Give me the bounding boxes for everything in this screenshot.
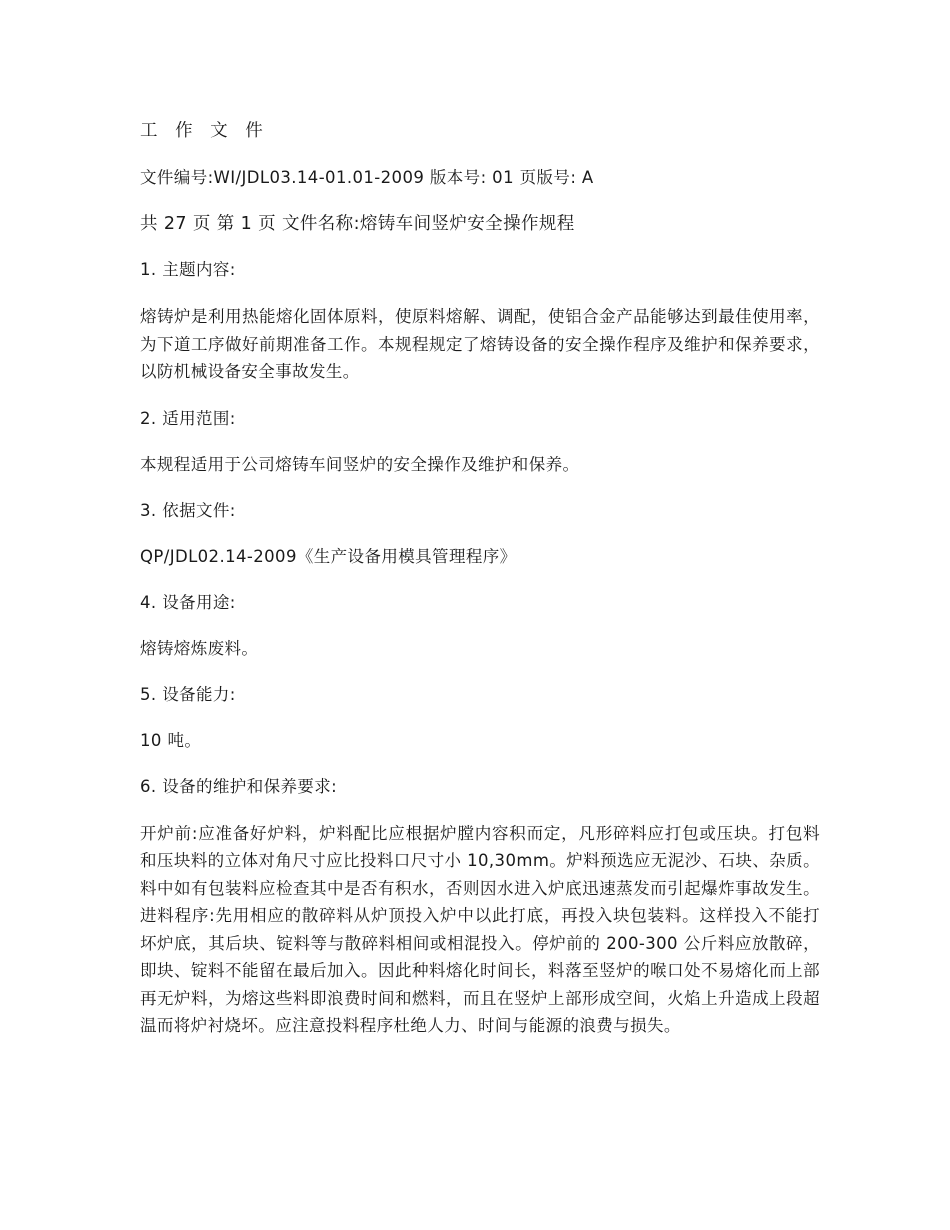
document-meta-line-2: 共 27 页 第 1 页 文件名称:熔铸车间竖炉安全操作规程	[140, 214, 575, 234]
section-6-body: 开炉前:应准备好炉料，炉料配比应根据炉膛内容积而定，凡形碎料应打包或压块。打包料和压块料的立体对角尺寸应比投料口尺寸小 10,30mm。炉料预选应无泥沙、石块、杂质。料中如有包装料应检查其中是否有积水，否则因水进入炉底迅速蒸发而引起爆炸事故发生。 进料程序:先用相应的散碎料从炉顶投入炉中以此打底，再投入块包装料。这样投入不能打坏炉底，其后块、锭料等与散碎料相间或相混投入。停炉前的 200-300 公斤料应放散碎，即块、锭料不能留在最后加入。因此种料熔化时间长，料落至竖炉的喉口处不易熔化而上部再无炉料，为熔这些料即浪费时间和燃料，而且在竖炉上部形成空间，火焰上升造成上段超温而将炉衬烧坏。应注意投料程序杜绝人力、时间与能源的浪费与损失。	[140, 823, 820, 1035]
document-page	[140, 118, 820, 1060]
section-4-heading: 4. 设备用途:	[140, 592, 236, 612]
section-4-body: 熔铸熔炼废料。	[140, 638, 259, 658]
section-2-body: 本规程适用于公司熔铸车间竖炉的安全操作及维护和保养。	[140, 454, 580, 474]
section-5-heading: 5. 设备能力:	[140, 684, 236, 704]
section-6-heading: 6. 设备的维护和保养要求:	[140, 776, 338, 796]
section-2-heading: 2. 适用范围:	[140, 408, 236, 428]
section-3-body: QP/JDL02.14-2009《生产设备用模具管理程序》	[140, 546, 517, 566]
section-5-body: 10 吨。	[140, 730, 202, 750]
section-1-heading: 1. 主题内容:	[140, 260, 236, 279]
document-meta-line-1: 文件编号:WI/JDL03.14-01.01-2009 版本号: 01 页版号: A	[140, 168, 594, 187]
section-1-body: 熔铸炉是利用热能熔化固体原料，使原料熔解、调配，使铝合金产品能够达到最佳使用率，为下道工序做好前期准备工作。本规程规定了熔铸设备的安全操作程序及维护和保养要求，以防机械设备安全事故发生。	[140, 307, 820, 381]
section-3-heading: 3. 依据文件:	[140, 500, 236, 520]
document-title: 工 作 文 件	[140, 121, 269, 141]
